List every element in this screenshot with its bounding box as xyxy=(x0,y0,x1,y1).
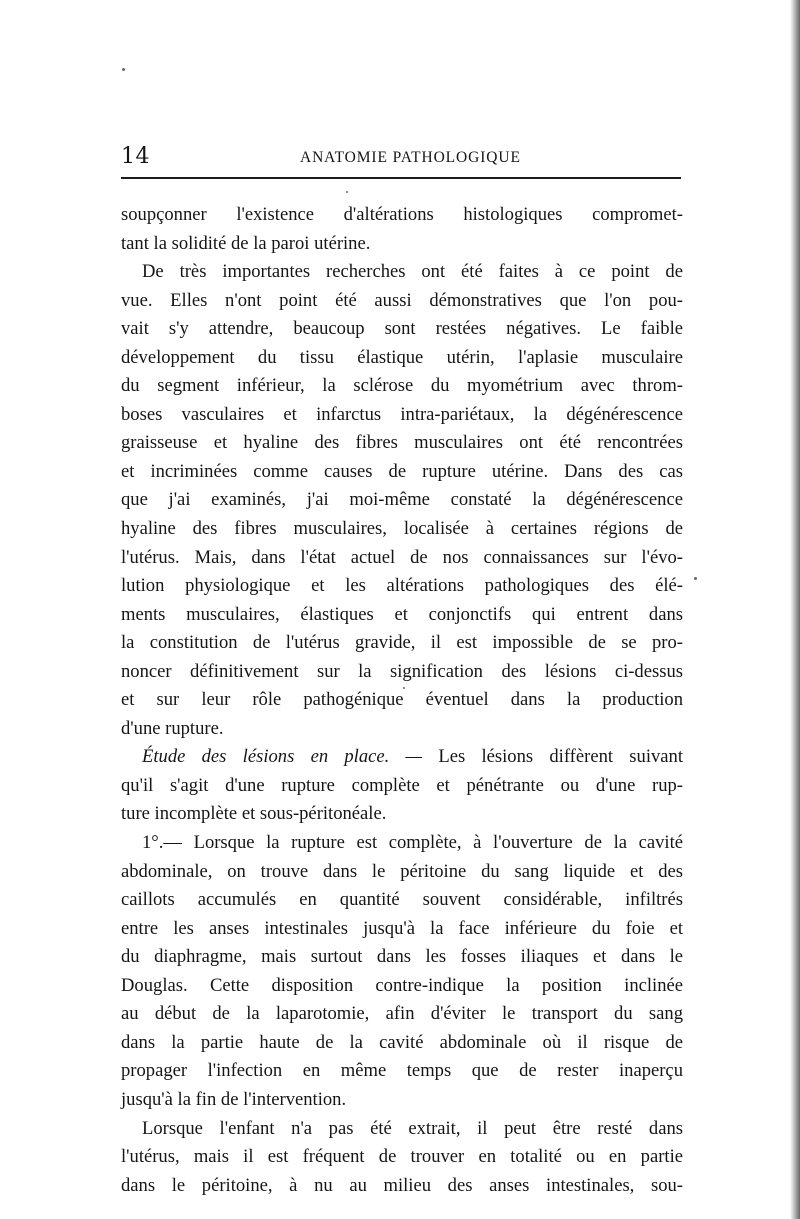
header-rule xyxy=(121,177,681,179)
text-line-tail: Les lésions diffèrent suivant xyxy=(438,746,684,768)
page-edge-shadow xyxy=(790,0,800,1219)
text-line: au début de la laparotomie, afin d'éviter le transport du sang xyxy=(121,1003,683,1025)
text-line: propager l'infection en même temps que de rester inaperçu xyxy=(121,1060,683,1082)
text-line: du segment inférieur, la sclérose du myométrium avec throm- xyxy=(121,375,683,397)
section-heading: Étude des lésions en place. — xyxy=(142,746,423,768)
section-heading-line xyxy=(121,743,683,772)
running-head-title: ANATOMIE PATHOLOGIQUE xyxy=(300,149,521,166)
text-line: du diaphragme, mais surtout dans les fosses iliaques et dans le xyxy=(121,946,683,968)
text-line: boses vasculaires et infarctus intra-pariétaux, la dégénérescence xyxy=(121,403,683,425)
text-line: 1°.— Lorsque la rupture est complète, à l'ouverture de la cavité xyxy=(142,832,683,854)
text-line: vait s'y attendre, beaucoup sont restées négatives. Le faible xyxy=(121,318,683,340)
text-line: soupçonner l'existence d'altérations histologiques compromet- xyxy=(121,204,683,225)
text-line: lution physiologique et les altérations pathologiques des élé- xyxy=(121,575,683,597)
text-line: qu'il s'agit d'une rupture complète et pénétrante ou d'une rup- xyxy=(121,774,683,796)
text-line: tant la solidité de la paroi utérine. xyxy=(121,232,371,254)
text-line: jusqu'à la fin de l'intervention. xyxy=(121,1088,347,1110)
text-line: dans le péritoine, à nu au milieu des anses intestinales, sou- xyxy=(121,1174,683,1196)
text-line: entre les anses intestinales jusqu'à la face inférieure du foie et xyxy=(121,917,683,939)
body-text xyxy=(121,201,683,1200)
text-line: l'utérus. Mais, dans l'état actuel de nos connaissances sur l'évo- xyxy=(121,546,683,568)
text-line: abdominale, on trouve dans le péritoine du sang liquide et des xyxy=(121,860,683,882)
text-line: caillots accumulés en quantité souvent considérable, infiltrés xyxy=(121,889,683,911)
paper-speck xyxy=(403,687,405,689)
text-line: ments musculaires, élastiques et conjonctifs qui entrent dans xyxy=(121,603,683,625)
text-line: hyaline des fibres musculaires, localisée à certaines régions de xyxy=(121,518,683,540)
text-line: d'une rupture. xyxy=(121,717,224,739)
text-line: Lorsque l'enfant n'a pas été extrait, il peut être resté dans xyxy=(142,1117,683,1139)
text-line: ture incomplète et sous-péritonéale. xyxy=(121,803,387,825)
text-line: Douglas. Cette disposition contre-indique la position inclinée xyxy=(121,974,683,996)
text-line: que j'ai examinés, j'ai moi-même constaté la dégénérescence xyxy=(121,489,683,511)
text-line: et sur leur rôle pathogénique éventuel dans la production xyxy=(121,689,683,711)
paper-speck xyxy=(122,68,125,71)
page-number: 14 xyxy=(121,144,150,169)
text-line: vue. Elles n'ont point été aussi démonstratives que l'on pou- xyxy=(121,289,683,311)
text-line: De très importantes recherches ont été faites à ce point de xyxy=(142,261,683,283)
paper-speck xyxy=(694,577,697,580)
text-line: la constitution de l'utérus gravide, il est impossible de se pro- xyxy=(121,632,683,654)
text-line: noncer définitivement sur la signification des lésions ci-dessus xyxy=(121,660,683,682)
text-line: graisseuse et hyaline des fibres musculaires ont été rencontrées xyxy=(121,432,683,454)
paper-speck xyxy=(346,191,348,193)
text-line: dans la partie haute de la cavité abdominale où il risque de xyxy=(121,1031,683,1053)
text-line: et incriminées comme causes de rupture utérine. Dans des cas xyxy=(121,460,683,482)
text-line: développement du tissu élastique utérin, l'aplasie musculaire xyxy=(121,346,683,368)
text-line: l'utérus, mais il est fréquent de trouver en totalité ou en partie xyxy=(121,1146,683,1168)
